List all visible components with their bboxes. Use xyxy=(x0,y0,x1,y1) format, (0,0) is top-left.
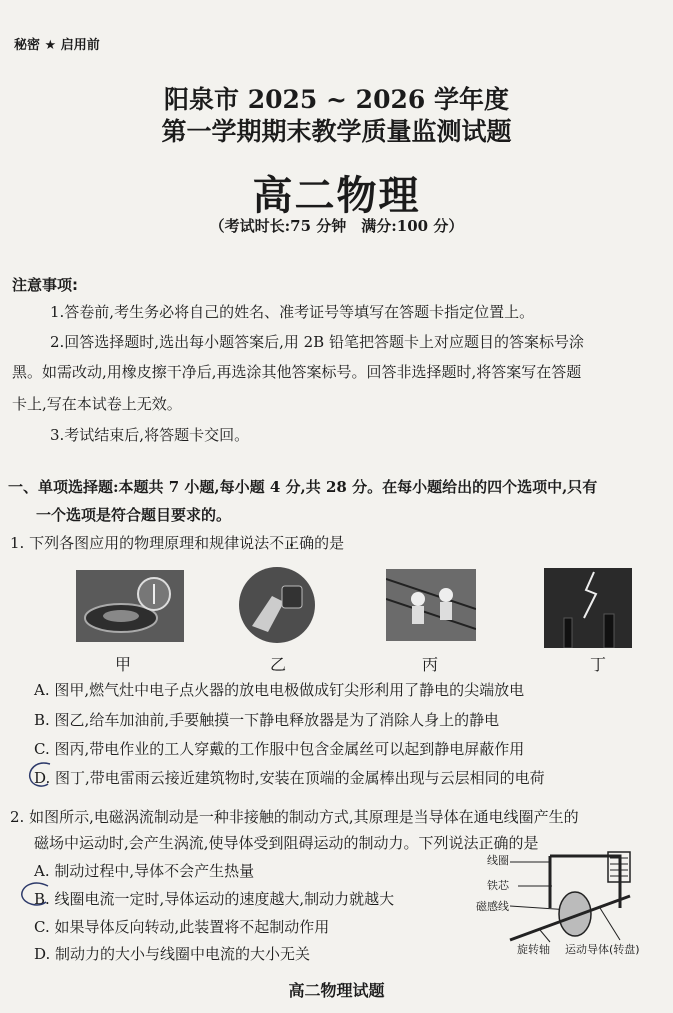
section1-heading-cont: 一个选项是符合题目要求的。 xyxy=(36,506,232,524)
q1-stem-pre: 1. 下列各图应用的物理原理和规律说法 xyxy=(10,534,270,552)
q1-caption-bing: 丙 xyxy=(422,655,439,674)
q1-stem-emphasis: 不正确 • xyxy=(269,534,314,552)
q2-stem-line1: 2. 如图所示,电磁涡流制动是一种非接触的制动方式,其原理是当导体在通电线圈产生的 xyxy=(10,808,579,826)
q2-option-c: C. 如果导体反向转动,此装置将不起制动作用 xyxy=(34,918,330,936)
diagram-label-field: 磁感线 xyxy=(476,900,509,913)
confidential-label: 秘密 ★ 启用前 xyxy=(14,38,100,53)
q1-stem xyxy=(10,528,344,558)
notice-item-3: 3.考试结束后,将答题卡交回。 xyxy=(50,426,250,444)
q1-figure-yi xyxy=(238,566,316,648)
q1-caption-ding: 丁 xyxy=(590,655,607,674)
diagram-label-axle: 旋转轴 xyxy=(517,943,550,956)
q1-caption-jia: 甲 xyxy=(115,655,132,674)
q1-answer-mark xyxy=(26,760,56,790)
q2-option-b: B. 线圈电流一定时,导体运动的速度越大,制动力就越大 xyxy=(34,890,395,908)
notice-item-2: 2.回答选择题时,选出每小题答案后,用 2B 铅笔把答题卡上对应题目的答案标号涂 xyxy=(50,333,584,351)
q1-option-d: D. 图丁,带电雷雨云接近建筑物时,安装在顶端的金属棒出现与云层相同的电荷 xyxy=(34,769,545,787)
notice-item-1: 1.答卷前,考生务必将自己的姓名、准考证号等填写在答题卡指定位置上。 xyxy=(50,303,535,321)
q1-figure-jia xyxy=(76,570,184,646)
diagram-label-conductor: 运动导体(转盘) xyxy=(565,943,640,956)
q1-figure-ding xyxy=(544,568,632,652)
q2-answer-mark xyxy=(18,880,52,910)
notice-item-2-cont: 黑。如需改动,用橡皮擦干净后,再选涂其他答案标号。回答非选择题时,将答案写在答题 xyxy=(12,363,582,381)
exam-duration: （考试时长:75 分钟 满分:100 分） xyxy=(209,217,464,235)
notice-item-2-cont2: 卡上,写在本试卷上无效。 xyxy=(12,395,182,413)
q1-option-b: B. 图乙,给车加油前,手要触摸一下静电释放器是为了消除人身上的静电 xyxy=(34,711,500,729)
subject-title: 高二物理 xyxy=(252,172,421,219)
q2-stem-line2: 磁场中运动时,会产生涡流,使导体受到阻碍运动的制动力。下列说法正确的是 xyxy=(34,834,539,852)
diagram-label-coil: 线圈 xyxy=(487,854,509,867)
q1-option-a: A. 图甲,燃气灶中电子点火器的放电电极做成钉尖形利用了静电的尖端放电 xyxy=(34,681,525,699)
q1-stem-post: 的是 xyxy=(314,534,345,552)
q1-option-c: C. 图丙,带电作业的工人穿戴的工作服中包含金属丝可以起到静电屏蔽作用 xyxy=(34,740,525,758)
exam-title-line2: 第一学期期末教学质量监测试题 xyxy=(161,117,512,146)
section1-heading: 一、单项选择题:本题共 7 小题,每小题 4 分,共 28 分。在每小题给出的四个选项中,只有 xyxy=(8,478,598,496)
page-footer: 高二物理试题 xyxy=(288,981,385,1000)
q1-caption-yi: 乙 xyxy=(270,655,287,674)
q2-option-a: A. 制动过程中,导体不会产生热量 xyxy=(34,862,255,880)
notice-heading: 注意事项: xyxy=(12,276,78,294)
q1-figure-bing xyxy=(386,569,476,645)
diagram-label-core: 铁芯 xyxy=(487,879,509,892)
q2-option-d: D. 制动力的大小与线圈中电流的大小无关 xyxy=(34,945,311,963)
exam-title-line1: 阳泉市 2025 ~ 2026 学年度 xyxy=(164,85,509,114)
